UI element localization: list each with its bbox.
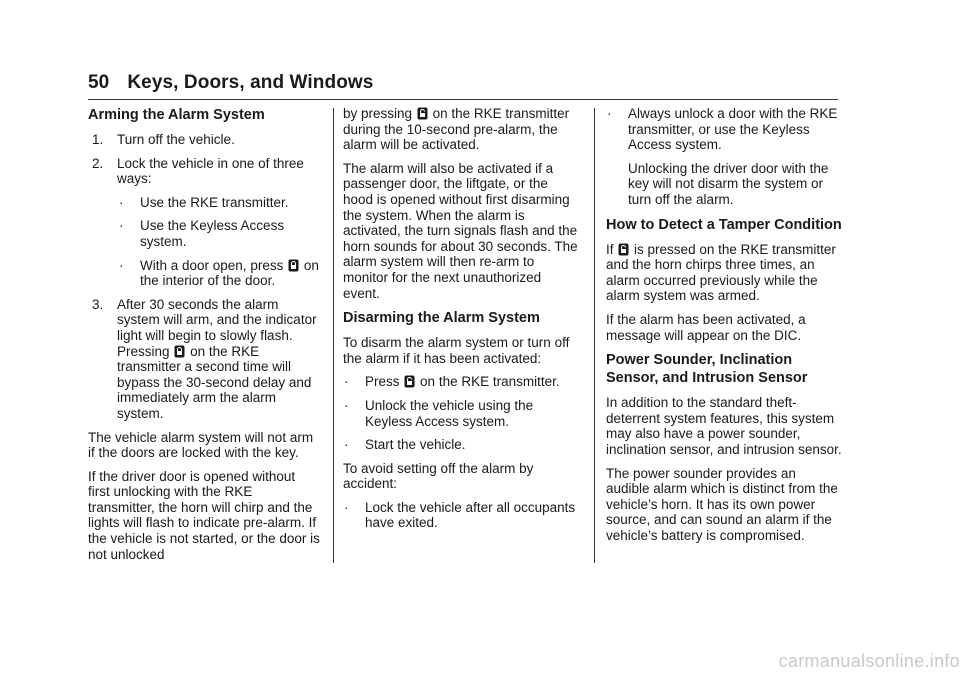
column-2 — [343, 106, 580, 539]
bullet-press-unlock: · Press on the RKE transmitter. — [344, 374, 560, 390]
heading-tamper-condition: How to Detect a Tamper Condition — [606, 216, 842, 233]
bullet-always-unlock: · Always unlock a door with the RKE transmitter, or use the Keyless Access system. — [607, 106, 838, 153]
lock-key-icon — [174, 345, 185, 358]
paragraph-tamper: If is pressed on the RKE transmitter and the horn chirps three times, an alarm occurred previously while the alarm system was armed. — [606, 241, 836, 304]
paragraph-avoid-alarm: To avoid setting off the alarm by accident: — [343, 460, 534, 492]
paragraph-disarm-intro: To disarm the alarm system or turn off the alarm if it has been activated: — [343, 335, 570, 366]
unlock-key-icon — [404, 375, 415, 388]
unlock-key-icon — [618, 243, 629, 256]
bullet-rke-transmitter: · Use the RKE transmitter. — [119, 194, 289, 210]
paragraph-driver-door-key: Unlocking the driver door with the key will not disarm the system or turn off the alarm. — [628, 160, 829, 207]
section-title: Keys, Doors, and Windows — [127, 72, 374, 93]
step-1: 1. Turn off the vehicle. — [92, 132, 235, 147]
column-1 — [88, 106, 320, 570]
bullet-keyless-access: · Use the Keyless Access system. — [119, 218, 285, 249]
step-3: 3. After 30 seconds the alarm system will arm, and the indicator light will begin to slowly flash. Pressing on the RKE transmitter a second time will bypass the 30-second delay and immediately arm the alarm system. — [92, 296, 317, 421]
paragraph-power-sounder: The power sounder provides an audible alarm which is distinct from the vehicle’s horn. It has its own power source, and can sound an alarm if the vehicle’s battery is compromised. — [606, 465, 838, 543]
bullet-door-open: · With a door open, press on the interior of the door. — [119, 257, 319, 289]
paragraph-key-lock: The vehicle alarm system will not arm if the doors are locked with the key. — [88, 429, 314, 461]
paragraph-dic-message: If the alarm has been activated, a message will appear on the DIC. — [606, 311, 806, 343]
paragraph-pre-alarm: If the driver door is opened without first unlocking with the RKE transmitter, the horn will chirp and the lights will flash to indicate pre-alarm. If the vehicle is not started, or the door is not unlocked — [88, 468, 320, 562]
header-rule — [88, 99, 838, 100]
column-divider-2 — [594, 108, 595, 563]
page-header — [88, 72, 373, 94]
heading-disarming-alarm: Disarming the Alarm System — [343, 310, 540, 327]
heading-arming-alarm: Arming the Alarm System — [88, 107, 265, 123]
lock-key-icon — [288, 259, 299, 272]
bullet-unlock-keyless: · Unlock the vehicle using the Keyless Access system. — [344, 397, 534, 429]
column-3 — [606, 106, 842, 551]
unlock-key-icon — [417, 107, 428, 120]
bullet-start-vehicle: · Start the vehicle. — [344, 437, 466, 453]
paragraph-features: In addition to the standard theft-deterrent system features, this system may also have a power sounder, inclination sensor, and intrusion sensor. — [606, 395, 842, 457]
column-divider-1 — [333, 108, 334, 563]
step-2: 2. Lock the vehicle in one of three ways: — [92, 155, 304, 187]
page-number: 50 — [88, 72, 110, 93]
watermark-text: carmanualsonline.info — [778, 651, 960, 671]
heading-power-sounder: Power Sounder, Inclination Sensor, and Intrusion Sensor — [606, 352, 808, 387]
bullet-lock-after-exit: · Lock the vehicle after all occupants have exited. — [344, 499, 576, 531]
paragraph-pressing-unlock: by pressing on the RKE transmitter during the 10-second pre-alarm, the alarm will be activated. — [343, 106, 570, 153]
paragraph-alarm-activation: The alarm will also be activated if a passenger door, the liftgate, or the hood is opened without first disarming the system. When the alarm is activated, the turn signals flash and the horn sounds for about 30 seconds. The alarm system will then re-arm to monitor for the next unauthorized event. — [343, 160, 578, 301]
